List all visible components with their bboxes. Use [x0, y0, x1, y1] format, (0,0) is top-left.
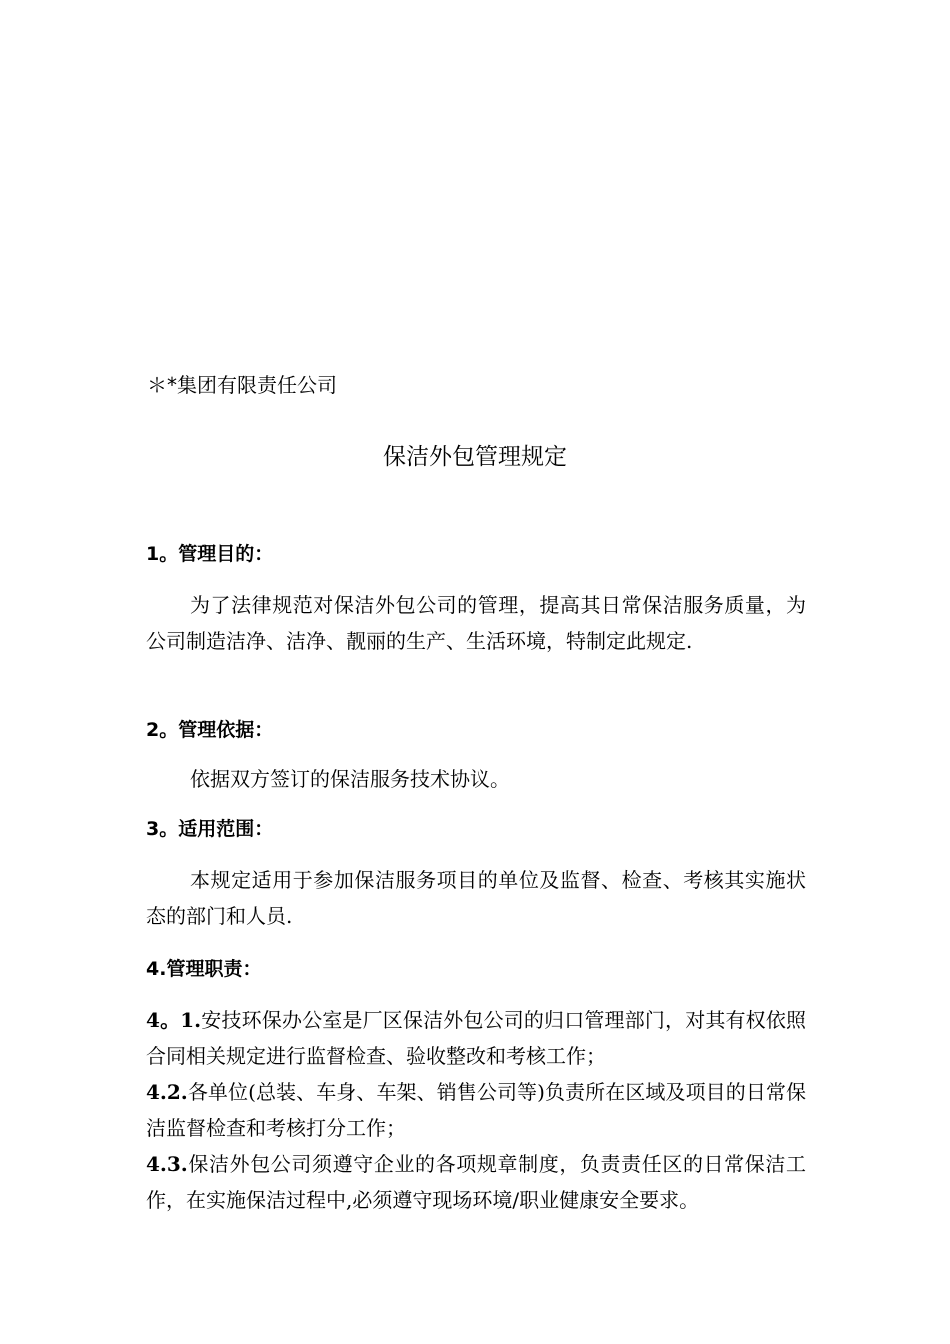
- duty-item-number: 4.2.: [146, 1080, 188, 1104]
- duty-item-text: 安技环保办公室是厂区保洁外包公司的归口管理部门，对其有权依照合同相关规定进行监督检查、验收整改和考核工作；: [146, 1008, 807, 1068]
- duty-item-text: 保洁外包公司须遵守企业的各项规章制度，负责责任区的日常保洁工作，在实施保洁过程中,必须遵守现场环境/职业健康安全要求。: [146, 1152, 806, 1212]
- section-heading-basis: 2。管理依据：: [146, 719, 274, 741]
- section-text-purpose: 为了法律规范对保洁外包公司的管理，提高其日常保洁服务质量，为公司制造洁净、洁净、靓丽的生产、生活环境，特制定此规定.: [146, 593, 806, 653]
- duty-item: [146, 1146, 806, 1218]
- duty-item: [146, 1002, 806, 1074]
- section-text-scope: 本规定适用于参加保洁服务项目的单位及监督、检查、考核其实施状态的部门和人员.: [146, 868, 806, 928]
- section-text-basis: 依据双方签订的保洁服务技术协议。: [190, 767, 510, 791]
- section-heading-duties: 4.管理职责：: [146, 958, 262, 980]
- company-name: ＊*集团有限责任公司: [147, 373, 337, 397]
- duty-item-number: 4。1.: [146, 1008, 202, 1032]
- duty-item-text: 各单位(总装、车身、车架、销售公司等)负责所在区域及项目的日常保洁监督检查和考核打分工作；: [146, 1080, 806, 1140]
- section-heading-purpose: 1。管理目的：: [146, 543, 274, 565]
- duty-item-number: 4.3.: [146, 1152, 188, 1176]
- duty-item: [146, 1074, 806, 1146]
- document-title: 保洁外包管理规定: [383, 444, 567, 470]
- section-heading-scope: 3。适用范围：: [146, 818, 274, 840]
